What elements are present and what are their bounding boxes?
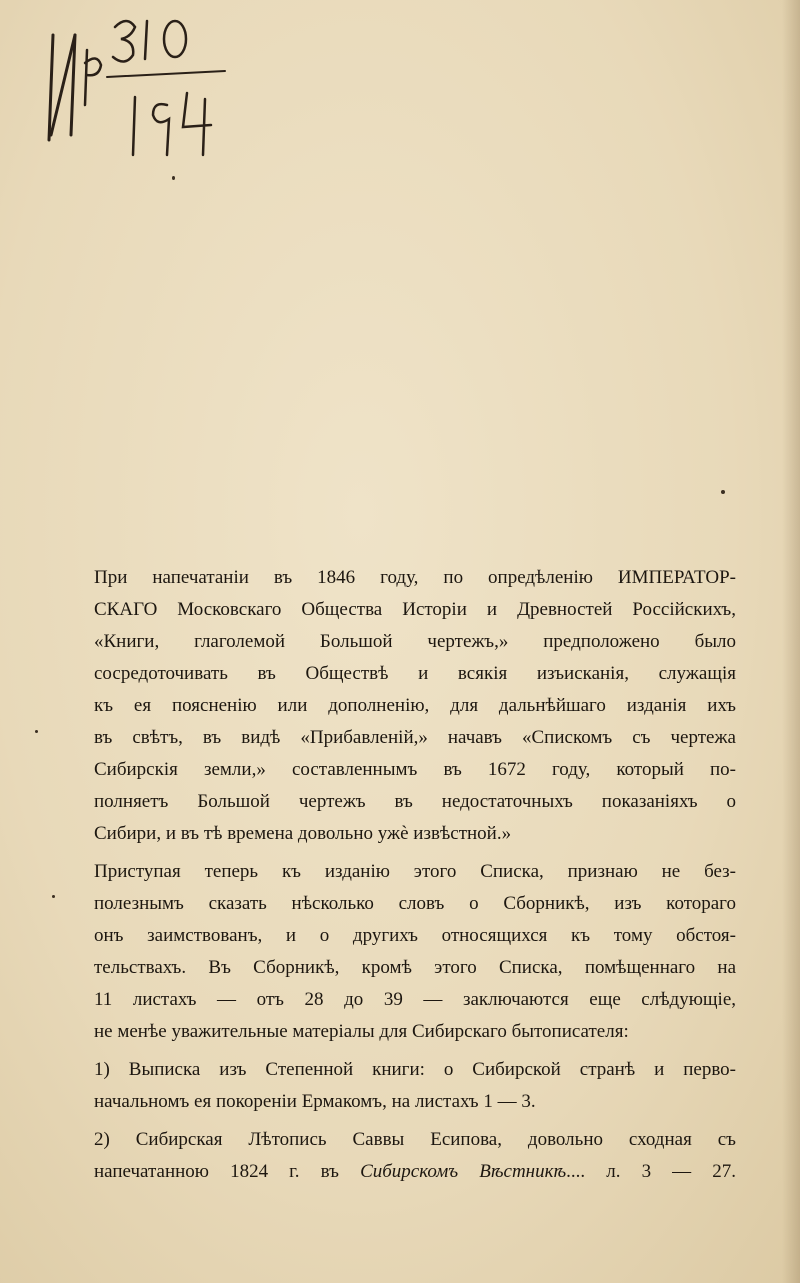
text-run: напечатанною 1824 г. въ [94, 1161, 361, 1182]
ink-speck [172, 176, 175, 180]
list-item-1 [94, 1054, 736, 1118]
text-line: Приступая теперь къ изданію этого Списка, признаю не без- [94, 861, 736, 882]
paragraph-2 [94, 856, 736, 1048]
text-line: Сибири, и въ тѣ времена довольно ужѐ извѣстной.» [94, 823, 512, 844]
text-line-mixed [94, 1156, 736, 1188]
text-line: начальномъ ея покореніи Ермакомъ, на листахъ 1 — 3. [94, 1091, 536, 1112]
text-line: «Книги, глаголемой Большой чертежъ,» предположено было [94, 631, 736, 652]
paragraph-1 [94, 562, 736, 850]
list-item-2 [94, 1124, 736, 1188]
text-line: онъ заимствованъ, и о другихъ относящихся къ тому обстоя- [94, 925, 736, 946]
text-run: .... л. 3 — 27. [566, 1161, 737, 1182]
text-line: 11 листахъ — отъ 28 до 39 — заключаются еще слѣдующіе, [94, 989, 736, 1010]
page-edge-shadow [782, 0, 800, 1283]
text-line: При напечатаніи въ 1846 году, по опредѣленію ИМПЕРАТОР- [94, 567, 736, 588]
text-line: СКАГО Московскаго Общества Исторіи и Древностей Россійскихъ, [94, 599, 736, 620]
text-line: къ ея поясненію или дополненію, для дальнѣйшаго изданія ихъ [94, 695, 736, 716]
ink-speck [721, 490, 725, 494]
text-line: 1) Выписка изъ Степенной книги: о Сибирской странѣ и перво- [94, 1059, 736, 1080]
text-line: сосредоточивать въ Обществѣ и всякія изъисканія, служащія [94, 663, 736, 684]
ink-speck [52, 895, 55, 898]
ink-speck [35, 730, 38, 733]
text-line: 2) Сибирская Лѣтопись Саввы Есипова, довольно сходная съ [94, 1129, 736, 1150]
body-text [94, 562, 736, 1188]
text-line: тельствахъ. Въ Сборникѣ, кромѣ этого Списка, помѣщеннаго на [94, 957, 736, 978]
text-line: въ свѣтъ, въ видѣ «Прибавленій,» начавъ «Спискомъ съ чертежа [94, 727, 736, 748]
text-line: полезнымъ сказать нѣсколько словъ о Сборникѣ, изъ котораго [94, 893, 736, 914]
italic-title: Сибирскомъ Вѣстникѣ [360, 1161, 567, 1182]
text-line: полняетъ Большой чертежъ въ недостаточныхъ показаніяхъ о [94, 791, 736, 812]
shelfmark-handwriting-image [35, 5, 235, 185]
text-line: не менѣе уважительные матеріалы для Сибирскаго бытописателя: [94, 1021, 629, 1042]
text-line: Сибирскія земли,» составленнымъ въ 1672 году, который по- [94, 759, 736, 780]
handwritten-shelfmark [35, 5, 235, 185]
